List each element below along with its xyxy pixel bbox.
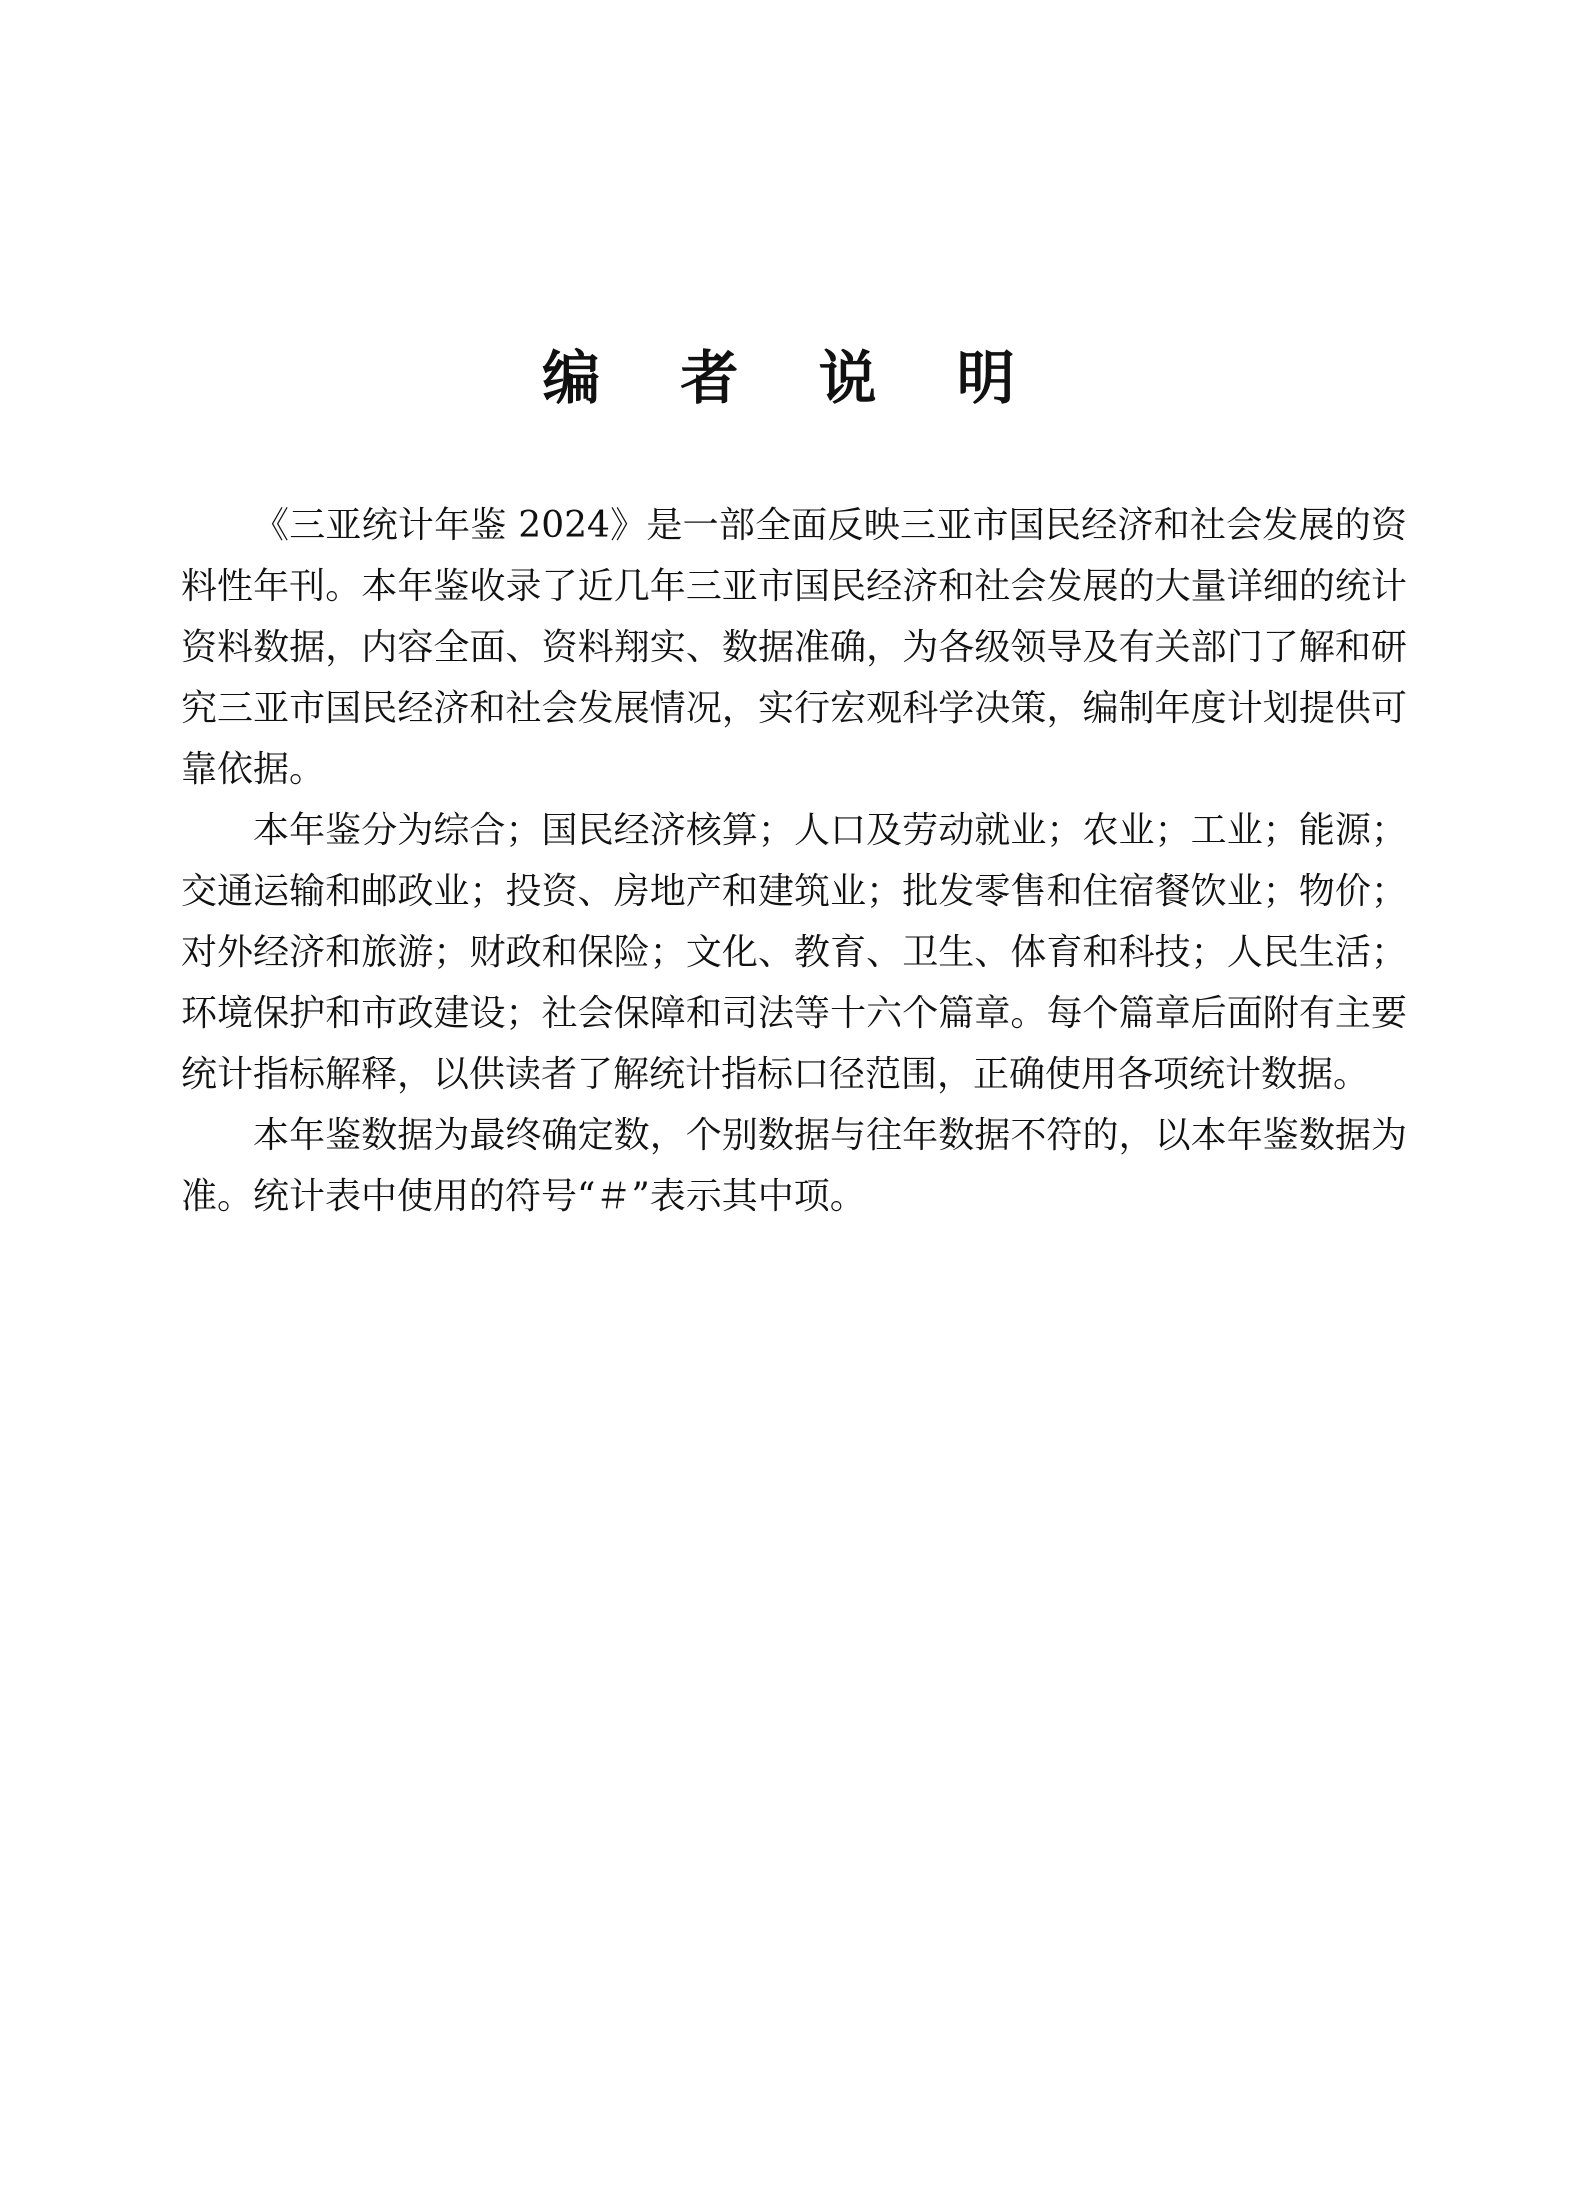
document-body bbox=[181, 495, 1407, 1227]
paragraph-data-notes: 本年鉴数据为最终确定数，个别数据与往年数据不符的，以本年鉴数据为准。统计表中使用的符号“＃”表示其中项。 bbox=[181, 1115, 1407, 1217]
paragraph-intro: 《三亚统计年鉴 2024》是一部全面反映三亚市国民经济和社会发展的资料性年刊。本年鉴收录了近几年三亚市国民经济和社会发展的大量详细的统计资料数据，内容全面、资料翔实、数据准确，为各级领导及有关部门了解和研究三亚市国民经济和社会发展情况，实行宏观科学决策，编制年度计划提供可靠依据。 bbox=[181, 505, 1407, 790]
page-title: 编 者 说 明 bbox=[542, 344, 1045, 412]
paragraph-chapters: 本年鉴分为综合；国民经济核算；人口及劳动就业；农业；工业；能源；交通运输和邮政业；投资、房地产和建筑业；批发零售和住宿餐饮业；物价；对外经济和旅游；财政和保险；文化、教育、卫生、体育和科技；人民生活；环境保护和市政建设；社会保障和司法等十六个篇章。每个篇章后面附有主要统计指标解释，以供读者了解统计指标口径范围，正确使用各项统计数据。 bbox=[181, 810, 1407, 1095]
